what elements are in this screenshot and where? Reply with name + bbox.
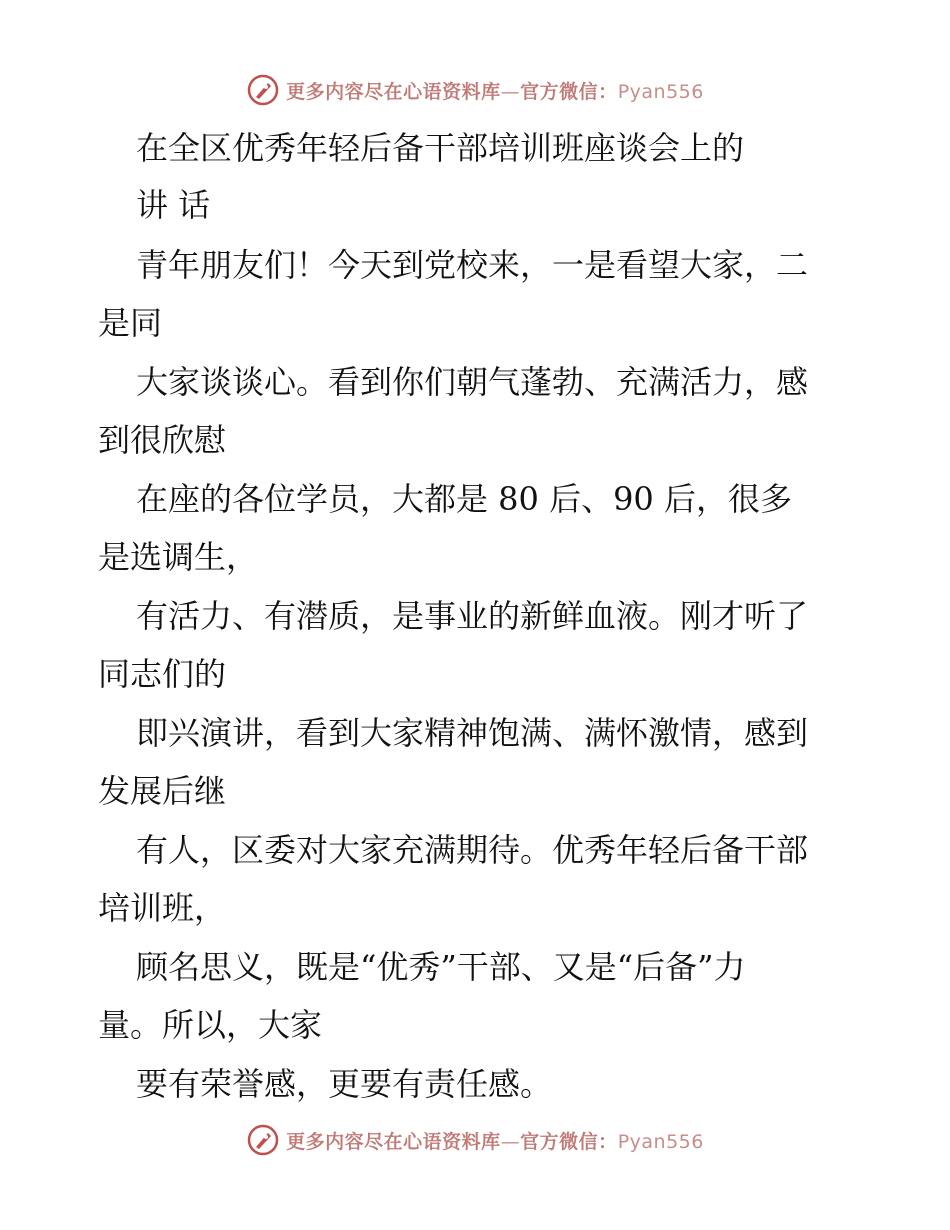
watermark-wechat-id: Pyan556: [617, 80, 704, 103]
watermark-brand: 更多内容尽在心语资料库: [286, 1130, 501, 1153]
paragraph-line: 同志们的: [98, 655, 227, 693]
paragraph-line: 到很欣慰: [98, 421, 227, 459]
paragraph-line: 顾名思义，既是“优秀”干部、又是“后备”力: [136, 948, 746, 986]
pen-nib-circle-icon: [246, 73, 280, 107]
doc-title-line-1: 在全区优秀年轻后备干部培训班座谈会上的: [136, 129, 745, 167]
watermark-official: 官方微信：: [520, 1130, 618, 1153]
paragraph-line: 培训班，: [98, 889, 227, 927]
header-watermark: [0, 70, 950, 110]
watermark-wechat-id: Pyan556: [617, 1130, 704, 1153]
watermark-text: [286, 1127, 704, 1154]
paragraph-line: 有人，区委对大家充满期待。优秀年轻后备干部: [136, 831, 809, 869]
pen-nib-circle-icon: [246, 1123, 280, 1157]
paragraph-line: 青年朋友们！今天到党校来，一是看望大家，二: [136, 246, 809, 284]
paragraph-line: 有活力、有潜质，是事业的新鲜血液。刚才听了: [136, 597, 809, 635]
paragraph-line: 要有荣誉感，更要有责任感。: [136, 1065, 553, 1103]
paragraph-line: 在座的各位学员，大都是 80 后、90 后，很多: [136, 480, 792, 518]
doc-title-line-2: 讲 话: [136, 186, 211, 224]
footer-watermark: [0, 1120, 950, 1160]
watermark-text: [286, 77, 704, 104]
paragraph-line: 即兴演讲，看到大家精神饱满、满怀激情，感到: [136, 714, 809, 752]
watermark-separator: —: [500, 80, 521, 103]
paragraph-line: 发展后继: [98, 772, 227, 810]
paragraph-line: 大家谈谈心。看到你们朝气蓬勃、充满活力，感: [136, 363, 809, 401]
watermark-brand: 更多内容尽在心语资料库: [286, 80, 501, 103]
paragraph-line: 是选调生，: [98, 538, 259, 576]
watermark-separator: —: [500, 1130, 521, 1153]
watermark-official: 官方微信：: [520, 80, 618, 103]
paragraph-line: 量。所以，大家: [98, 1006, 323, 1044]
paragraph-line: 是同: [98, 304, 163, 342]
